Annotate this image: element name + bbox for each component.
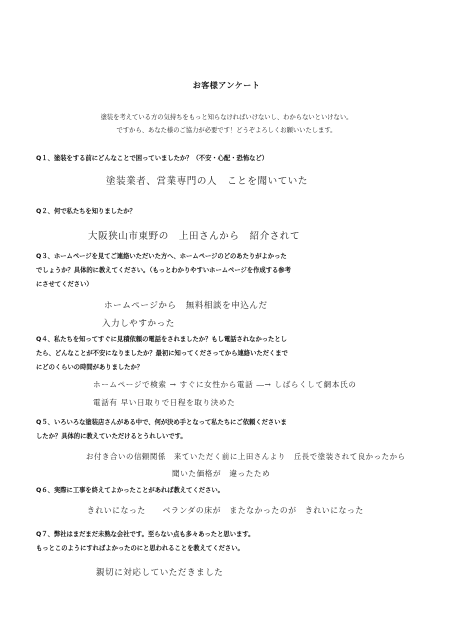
question-6-text: Q６、実際に工事を終えてよかったことがあれば教えてください。 bbox=[36, 487, 224, 494]
question-4-line-2: たら、どんなことが不安になりましたか？最初に知ってくださってから連絡いただくまで bbox=[36, 350, 288, 357]
question-5-line-1: Q５、いろいろな塗装店さんがある中で、何が決め手となって私たちにご依頼くださいま bbox=[36, 419, 287, 426]
question-3-line-2: でしょうか？具体的に教えてください。（もっとわかりやすいホームページを作成する参考 bbox=[36, 267, 291, 274]
answer-3-line-2: 入力しやすかった bbox=[102, 319, 175, 329]
question-4-line-1: Q４、私たちを知ってすぐに見積依頼の電話をされましたか？もし電話されなかったとし bbox=[36, 336, 287, 343]
answer-7-line-1: 親切に対応していただきました bbox=[96, 568, 224, 578]
answer-4-line-2: 電話有 早い日取りで日程を取り決めた bbox=[93, 398, 236, 407]
question-5-line-2: したか？具体的に教えていただけるとうれしいです。 bbox=[36, 433, 187, 440]
question-2-text: Q２、何で私たちを知りましたか？ bbox=[36, 208, 136, 215]
question-3-line-3: にさせてください） bbox=[36, 281, 93, 288]
question-7-line-2: もっとこのようにすればよかったのにと思われることを教えてください。 bbox=[36, 545, 244, 552]
answer-4-line-1: ホームページで検索 → すぐに女性から電話 ―→ しばらくして網本氏の bbox=[93, 380, 357, 389]
intro-line-2: ですから、あなた様のご協力が必要です！どうぞよろしくお願いいたします。 bbox=[116, 127, 337, 134]
answer-5-line-1: お付き合いの信頼関係 来ていただく前に上田さんより 丘長で塗装されて良かったから bbox=[86, 452, 406, 461]
intro-line-1: 塗装を考えている方の気持ちをもっと知らなければいけないし、わからないといけない。 bbox=[100, 114, 353, 121]
answer-5-line-2: 聞いた価格が 違ったため bbox=[172, 469, 271, 478]
answer-2-line-1: 大阪狭山市東野の 上田さんから 紹介されて bbox=[88, 231, 301, 242]
question-1-text: Q１、塗装をする前にどんなことで困っていましたか？（不安・心配・恐怖など） bbox=[36, 155, 269, 162]
question-7-line-1: Q７、弊社はまだまだ未熟な会社です。至らない点も多々あったと思います。 bbox=[36, 531, 255, 538]
answer-3-line-1: ホームページから 無料相談を申込んだ bbox=[104, 301, 268, 311]
question-4-line-3: にどのくらいの時間がありましたか？ bbox=[36, 364, 144, 371]
answer-6-line-1: きれいになった ベランダの床が またなかったのが きれいになった bbox=[87, 506, 364, 515]
question-3-line-1: Q３、ホームページを見てご連絡いただいた方へ、ホームページのどのあたりがよかった bbox=[36, 253, 287, 260]
answer-1-line-1: 塗装業者、営業専門の人 ことを聞いていた bbox=[106, 176, 309, 187]
survey-title: お客様アンケート bbox=[192, 81, 261, 90]
